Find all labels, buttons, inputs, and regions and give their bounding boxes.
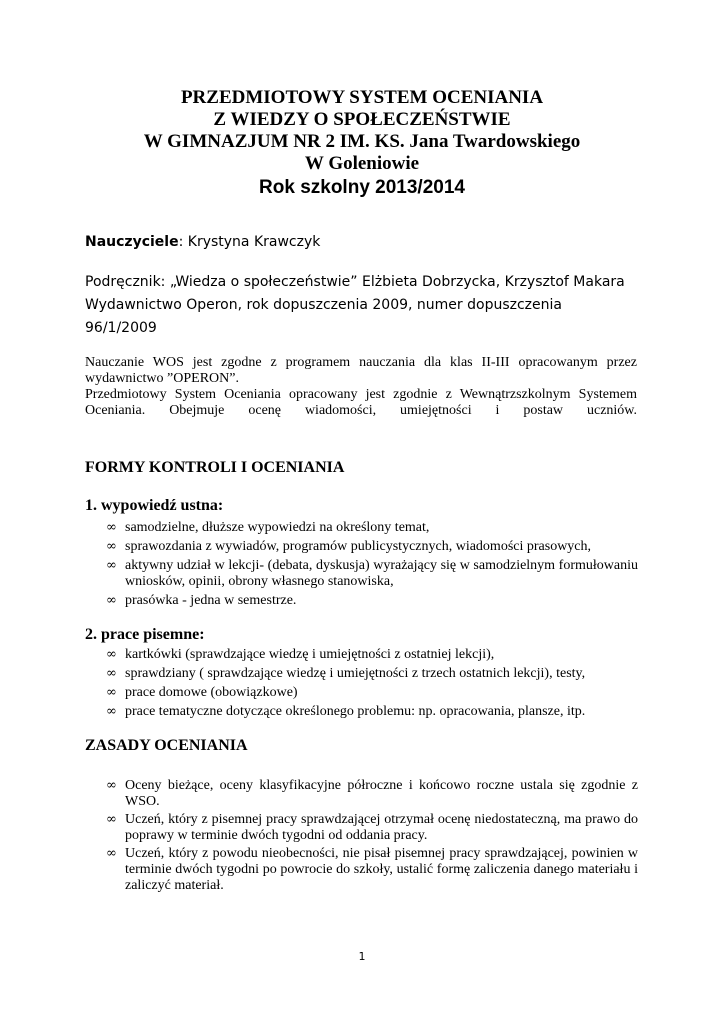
infinity-bullet-icon: ∞ (106, 685, 117, 700)
oral-heading: 1. wypowiedź ustna: (85, 497, 224, 514)
title-line-2: Z WIEDZY O SPOŁECZEŃSTWIE (213, 109, 511, 130)
infinity-bullet-icon: ∞ (106, 539, 117, 554)
infinity-bullet-icon: ∞ (106, 647, 117, 662)
oral-list (106, 520, 638, 612)
infinity-bullet-icon: ∞ (106, 846, 117, 861)
list-item: ∞ prace domowe (obowiązkowe) (106, 685, 298, 700)
textbook-line-3: 96/1/2009 (85, 320, 157, 336)
infinity-bullet-icon: ∞ (106, 778, 117, 793)
title-line-4: W Goleniowie (304, 153, 420, 174)
list-item: ∞ kartkówki (sprawdzające wiedzę i umiejętności z ostatniej lekcji), (106, 647, 495, 662)
teachers-label: Nauczyciele (85, 234, 179, 250)
rules-list (106, 778, 638, 896)
intro-text (85, 355, 637, 419)
list-item: ∞ samodzielne, dłuższe wypowiedzi na określony temat, (106, 520, 430, 535)
written-list (106, 647, 666, 723)
list-item: ∞ sprawozdania z wywiadów, programów publicystycznych, wiadomości prasowych, (106, 539, 592, 554)
infinity-bullet-icon: ∞ (106, 593, 117, 608)
intro-paragraph-2: Przedmiotowy System Oceniania opracowany jest zgodnie z Wewnątrzszkolnym Systemem Oceniania. Obejmuje ocenę wiadomości, umiejętności i postaw uczniów. (85, 387, 637, 418)
textbook-info (85, 271, 645, 340)
list-item: ∞ prasówka - jedna w semestrze. (106, 593, 297, 608)
infinity-bullet-icon: ∞ (106, 666, 117, 681)
infinity-bullet-icon: ∞ (106, 520, 117, 535)
list-item: ∞ sprawdziany ( sprawdzające wiedzę i umiejętności z trzech ostatnich lekcji), testy, (106, 666, 586, 681)
list-item: ∞ Uczeń, który z pisemnej pracy sprawdzającej otrzymał ocenę niedostateczną, ma prawo do poprawy w terminie dwóch tygodni od oddania pracy. (106, 812, 638, 843)
list-item: ∞ aktywny udział w lekcji- (debata, dyskusja) wyrażający się w samodzielnym formułowaniu wniosków, opinii, obrony własnego stanowiska, (106, 558, 638, 589)
infinity-bullet-icon: ∞ (106, 812, 117, 827)
page-number: 1 (358, 950, 366, 963)
infinity-bullet-icon: ∞ (106, 704, 117, 719)
title-line-1: PRZEDMIOTOWY SYSTEM OCENIANIA (180, 87, 544, 108)
teachers-line (85, 234, 320, 250)
list-item: ∞ prace tematyczne dotyczące określonego problemu: np. opracowania, plansze, itp. (106, 704, 586, 719)
intro-paragraph-1: Nauczanie WOS jest zgodne z programem nauczania dla klas II-III opracowanym przez wydawnictwo ”OPERON”. (85, 355, 637, 386)
document-title (0, 87, 724, 200)
textbook-line-2: Wydawnictwo Operon, rok dopuszczenia 2009, numer dopuszczenia (85, 297, 562, 313)
textbook-line-1: Podręcznik: „Wiedza o społeczeństwie” Elżbieta Dobrzycka, Krzysztof Makara (85, 274, 625, 290)
teachers-value: : Krystyna Krawczyk (178, 234, 321, 250)
title-line-3: W GIMNAZJUM NR 2 IM. KS. Jana Twardowskiego (143, 131, 581, 152)
list-item: ∞ Oceny bieżące, oceny klasyfikacyjne półroczne i końcowo roczne ustala się zgodnie z WSO. (106, 778, 638, 809)
school-year: Rok szkolny 2013/2014 (259, 177, 465, 198)
list-item: ∞ Uczeń, który z powodu nieobecności, nie pisał pisemnej pracy sprawdzającej, powinien w terminie dwóch tygodni po powrocie do szkoły, ustalić formę zaliczenia danego materiału i zaliczyć materiał. (106, 846, 638, 893)
rules-heading: ZASADY OCENIANIA (85, 737, 248, 754)
written-heading: 2. prace pisemne: (85, 626, 205, 643)
infinity-bullet-icon: ∞ (106, 558, 117, 573)
forms-heading: FORMY KONTROLI I OCENIANIA (85, 459, 345, 476)
